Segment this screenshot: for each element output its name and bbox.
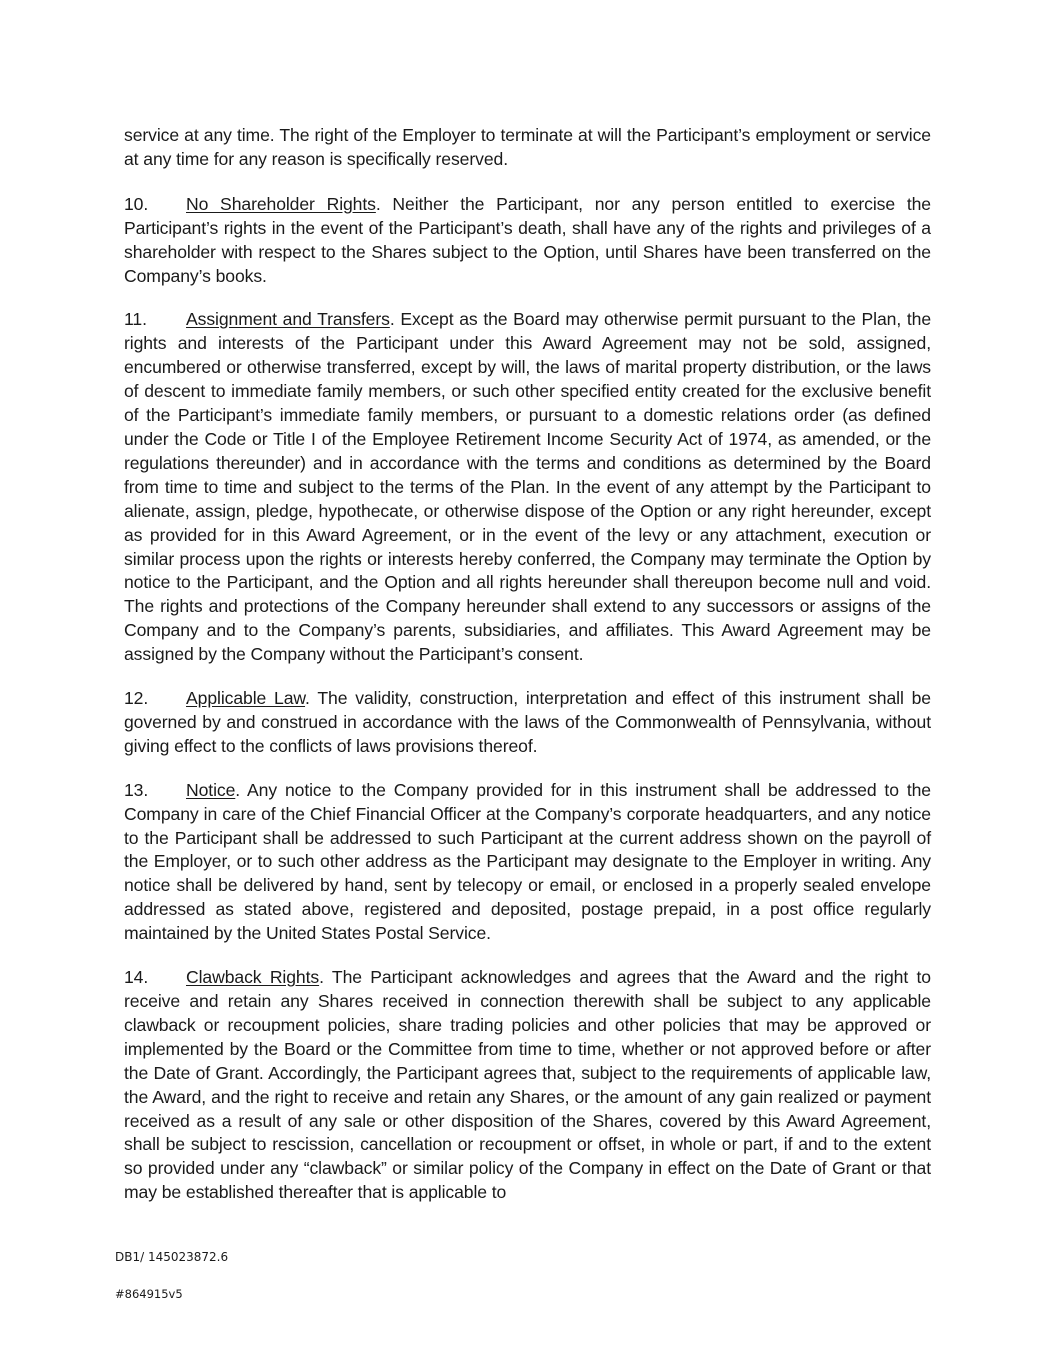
section-heading: Clawback Rights: [186, 967, 320, 988]
section-number: 14.: [124, 967, 149, 988]
section-body: . Neither the Participant, nor any person entitled to exercise the Participant’s rights in the event of the Participant’s death, shall have any of the rights and privileges of a shareholder with respect to the Shares subject to the Option, until Shares have been transferred on the Company’s books.: [124, 193, 931, 286]
section-11: [124, 308, 931, 667]
footer-document-id: DB1/ 145023872.6: [115, 1250, 229, 1264]
section-10: [124, 193, 931, 289]
section-heading: Notice: [186, 779, 236, 800]
section-14: [124, 966, 931, 1205]
section-body: . Any notice to the Company provided for in this instrument shall be addressed to the Company in care of the Chief Financial Officer at the Company’s corporate headquarters, and any notice to the Participant shall be addressed to such Participant at the current address shown on the payroll of the Employer, or to such other address as the Participant may designate to the Employer in writing. Any notice shall be delivered by hand, sent by telecopy or email, or enclosed in a properly sealed envelope addressed as stated above, registered and deposited, postage prepaid, in a post office regularly maintained by the United States Postal Service.: [124, 779, 931, 944]
section-heading: Applicable Law: [186, 688, 306, 709]
section-heading: No Shareholder Rights: [186, 193, 376, 214]
section-number: 11.: [124, 309, 147, 330]
footer-revision-id: #864915v5: [115, 1287, 183, 1301]
section-number: 10.: [124, 193, 149, 214]
section-12: [124, 687, 931, 759]
section-number: 13.: [124, 779, 149, 800]
section-number: 12.: [124, 688, 149, 709]
section-body: . Except as the Board may otherwise permit pursuant to the Plan, the rights and interests of the Participant under this Award Agreement may not be sold, assigned, encumbered or otherwise transferred, except by will, the laws of marital property distribution, or the laws of descent to immediate family members, or such other specified entity created for the exclusive benefit of the Participant’s immediate family members, or pursuant to a domestic relations order (as defined under the Code or Title I of the Employee Retirement Income Security Act of 1974, as amended, or the regulations thereunder) and in accordance with the terms and conditions as determined by the Board from time to time and subject to the terms of the Plan. In the event of any attempt by the Participant to alienate, assign, pledge, hypothecate, or otherwise dispose of the Option or any right hereunder, except as provided for in this Award Agreement, or in the event of the levy or any attachment, execution or similar process upon the rights or interests hereby conferred, the Company may terminate the Option by notice to the Participant, and the Option and all rights hereunder shall thereupon become null and void. The rights and protections of the Company hereunder shall extend to any successors or assigns of the Company and to the Company’s parents, subsidiaries, and affiliates. This Award Agreement may be assigned by the Company without the Participant’s consent.: [124, 309, 931, 665]
section-heading: Assignment and Transfers: [186, 309, 390, 330]
document-page: [124, 124, 931, 1225]
continuation-paragraph: service at any time. The right of the Employer to terminate at will the Participant’s employment or service at any time for any reason is specifically reserved.: [124, 125, 931, 169]
section-body: . The Participant acknowledges and agrees that the Award and the right to receive and retain any Shares received in connection therewith shall be subject to any applicable clawback or recoupment policies, share trading policies and other policies that may be approved or implemented by the Board or the Committee from time to time, whether or not approved before or after the Date of Grant. Accordingly, the Participant agrees that, subject to the requirements of applicable law, the Award, and the right to receive and retain any Shares, or the amount of any gain realized or payment received as a result of any sale or other disposition of the Shares, covered by this Award Agreement, shall be subject to rescission, cancellation or recoupment or offset, in whole or part, if and to the extent so provided under any “clawback” or similar policy of the Company in effect on the Date of Grant or that may be established thereafter that is applicable to: [124, 967, 931, 1203]
section-13: [124, 779, 931, 946]
section-body: . The validity, construction, interpretation and effect of this instrument shall be governed by and construed in accordance with the laws of the Commonwealth of Pennsylvania, without giving effect to the conflicts of laws provisions thereof.: [124, 688, 931, 756]
